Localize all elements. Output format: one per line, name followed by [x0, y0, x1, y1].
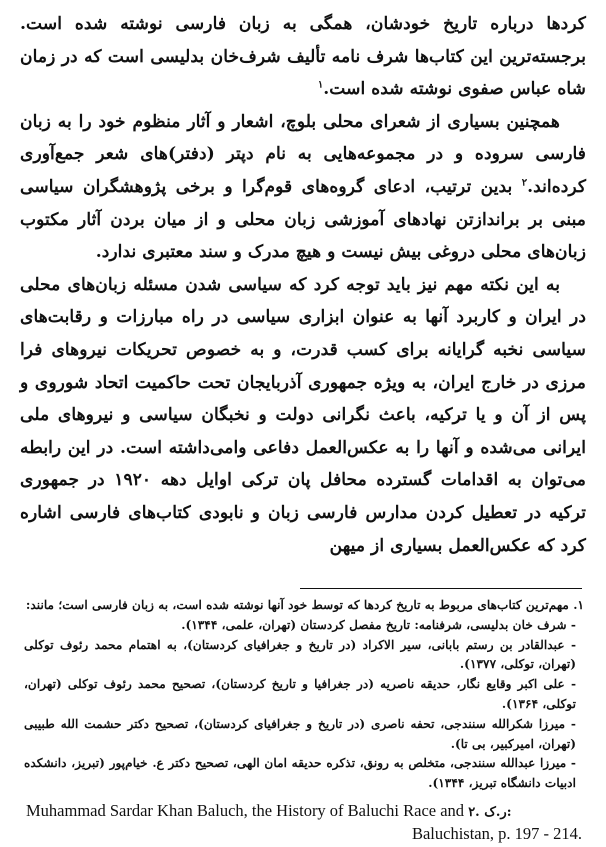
footnote-2-label: ۲. ر.ک: [468, 805, 512, 820]
paragraph-3-text: به این نکته مهم نیز باید توجه کرد که سیاسی شدن مسئله زبان‌های محلی در ایران و کاربرد آنها به عنوان ابزاری سیاسی در راه مبارزات و رقابت‌های سیاسی نخبه گرایانه برای کسب قدرت، و به خصوص تحریکات نیروهای فرا مرزی در خارج ایران، به ویژه جمهوری آذربایجان تحت حاکمیت اتحاد شوروی و پس از آن و یا ترکیه، باعث نگرانی دولت و نخبگان سیاسی و نیروهای ملی ایرانی می‌شده و آنها را به عکس‌العمل دفاعی وامی‌داشته است. در این رابطه می‌توان به اقدامات گسترده محافل پان ترکی اوایل دهه ۱۹۲۰ در جمهوری ترکیه در تعطیل کردن مدارس فارسی زبان و نابودی کتاب‌های فارسی اشاره کرد که عکس‌العمل بسیاری از میهن [20, 274, 586, 556]
footnote-ref-2: ۲ [521, 177, 528, 189]
footnote-1-intro: ۱. مهم‌ترین کتاب‌های مربوط به تاریخ کردها که توسط خود آنها نوشته شده است، به زبان فارسی است؛ مانند: [25, 598, 584, 612]
footnote-1-item: - عبدالقادر بن رستم بابانی، سیر الاکراد (در تاریخ و جغرافیای کردستان)، به اهتمام محمد رئوف توکلی (تهران، توکلی، ۱۳۷۷). [24, 637, 576, 672]
paragraph-1-text: کردها درباره تاریخ خودشان، همگی به زبان فارسی نوشته شده است. برجسته‌ترین این کتاب‌ها شرف نامه تألیف شرف‌خان بدلیسی است که در زمان شاه عباس صفوی نوشته شده است. [20, 14, 586, 100]
footnote-ref-1: ۱ [317, 79, 324, 91]
footnote-2-line-2: Baluchistan, p. 197 - 214. [411, 824, 582, 843]
footnote-1-item: - میرزا شکرالله سنندجی، تحفه ناصری (در تاریخ و جغرافیای کردستان)، تصحیح دکتر حشمت الله طبیبی (تهران، امیرکبیر، بی تا). [24, 716, 576, 751]
footnote-1-item: - میرزا عبدالله سنندجی، متخلص به رونق، تذکره حدیقه امان الهی، تصحیح دکتر ع. خیام‌پور (تبریز، دانشکده ادبیات دانشگاه تبریز، ۱۳۴۴). [24, 756, 576, 791]
footnote-divider [300, 588, 582, 589]
paragraph-3 [20, 269, 586, 562]
paragraph-2 [20, 106, 586, 269]
main-text [20, 8, 586, 562]
paragraph-2-rest: بدین ترتیب، ادعای گروه‌های قوم‌گرا و برخی پژوهشگران سیاسی مبنی بر براندازتن نهادهای آموزشی زبان محلی و از میان بردن آثار مکتوب زبان‌های محلی دروغی بیش نیست و هیچ مدرک و سند معتبری ندارد. [20, 176, 586, 263]
footnote-2 [26, 800, 582, 844]
footnote-2-citation: Muhammad Sardar Khan Baluch, the History of Baluchi Race and [26, 801, 465, 820]
footnote-1-item: - علی اکبر وقایع نگار، حدیقه ناصریه (در جغرافیا و تاریخ کردستان)، تصحیح محمد رئوف توکلی (تهران، توکلی، ۱۳۶۴). [24, 677, 576, 711]
footnotes [24, 596, 584, 794]
footnote-1-item: - شرف خان بدلیسی، شرفنامه: تاریخ مفصل کردستان (تهران، علمی، ۱۳۴۴). [181, 617, 576, 632]
paragraph-2-text: همچنین بسیاری از شعرای محلی بلوچ، اشعار و آثار منظوم خود را به زبان فارسی سروده و در مجموعه‌هایی به نام دپتر (دفتر)های شعر جمع‌آوری کرده‌اند. [20, 111, 587, 197]
footnote-2-line-1 [26, 800, 582, 823]
paragraph-1 [20, 8, 586, 106]
